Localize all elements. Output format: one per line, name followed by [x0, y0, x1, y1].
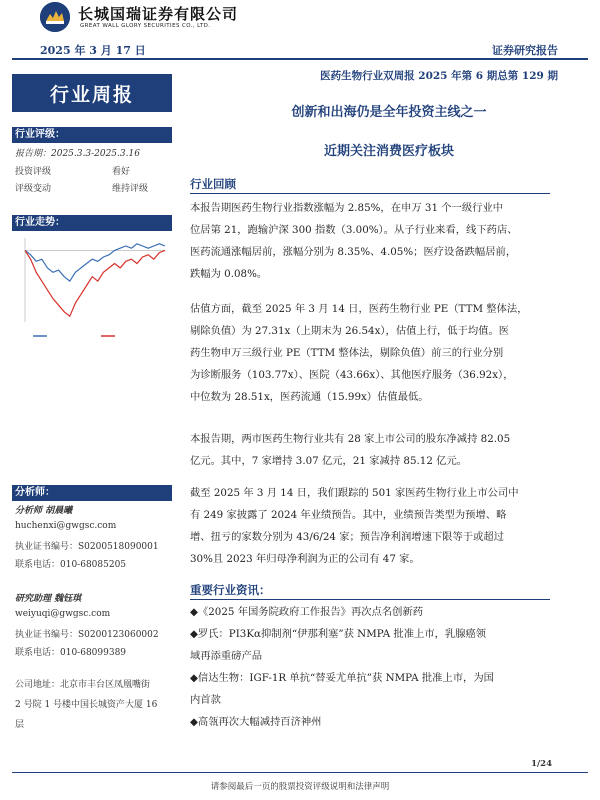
text-line: 跌幅为 0.08%。	[190, 268, 268, 280]
news-heading: 重要行业资讯：	[190, 583, 271, 597]
paragraph-index-performance	[190, 197, 552, 285]
industry-trend-chart	[15, 230, 170, 345]
analyst-phone: 联系电话：010-68085205	[15, 560, 127, 570]
paragraph-valuation	[190, 298, 552, 408]
rating-change-label: 评级变动	[15, 184, 52, 194]
news-item: ◆《2025 年国务院政府工作报告》再次点名创新药	[190, 606, 424, 618]
paragraph-earnings-preview	[190, 482, 552, 570]
text-line: 剔除负值）为 27.31x（上期末为 26.54x），估值上行，低于均值。医	[190, 325, 510, 337]
report-period: 报告期：2025.3.3-2025.3.16	[15, 149, 140, 159]
text-line: 中位数为 28.51x，医药流通（15.99x）估值最低。	[190, 391, 429, 403]
news-item: ◆信达生物：IGF-1R 单抗“替妥尤单抗”获 NMPA 批准上市，为国	[190, 672, 494, 684]
report-series: 医药生物行业双周报 2025 年第 6 期总第 129 期	[320, 70, 558, 82]
rating-change-value: 维持评级	[112, 184, 149, 194]
review-heading: 行业回顾	[190, 177, 236, 191]
analyst-email-link[interactable]: huchenxi@gwgsc.com	[15, 521, 117, 531]
text-line: 药生物申万三级行业 PE（TTM 整体法，剔除负值）前三的行业分别	[190, 347, 504, 359]
news-item: ◆高瓴再次大幅减持百济神州	[190, 716, 322, 728]
text-line: 30%且 2023 年归母净利润为正的公司有 47 家。	[190, 553, 420, 565]
news-item-continued: 域再添重磅产品	[190, 650, 263, 662]
text-line: 本报告期，两市医药生物行业共有 28 家上市公司的股东净减持 82.05	[190, 433, 511, 445]
text-line: 本报告期医药生物行业指数涨幅为 2.85%，在申万 31 个一级行业中	[190, 202, 504, 214]
company-address-line-2: 2 号院 1 号楼中国长城资产大厦 16	[15, 700, 158, 710]
weekly-label: 行业周报	[12, 74, 172, 112]
text-line: 有 249 家披露了 2024 年业绩预告。其中，业绩预告类型为预增、略	[190, 509, 507, 521]
report-title: 创新和出海仍是全年投资主线之一	[291, 105, 487, 120]
analyst-name: 分析师 胡晨曦	[15, 506, 73, 516]
news-rule	[190, 599, 550, 600]
footer-rule	[12, 772, 588, 773]
chart-series-line-1	[25, 244, 165, 281]
text-line: 亿元。其中，7 家增持 3.07 亿元，21 家减持 85.12 亿元。	[190, 455, 468, 467]
text-line: 位居第 21，跑输沪深 300 指数（3.00%）。从子行业来看，线下药店、	[190, 224, 518, 236]
analyst-section-title: 分析师：	[12, 485, 172, 501]
report-kind: 证券研究报告	[492, 44, 558, 57]
text-line: 医药流通涨幅居前，涨幅分别为 8.35%、4.05%；医疗设备跌幅居前，	[190, 246, 517, 258]
paragraph-shareholder-changes	[190, 428, 552, 472]
news-list	[190, 601, 552, 733]
text-line: 为诊断服务（103.77x）、医院（43.66x）、其他医疗服务（36.92x），	[190, 369, 514, 381]
invest-rating-value: 看好	[112, 167, 131, 177]
assistant-cert: 执业证书编号：S0200123060002	[15, 630, 159, 640]
report-date: 2025 年 3 月 17 日	[40, 44, 146, 57]
analyst-cert: 执业证书编号：S0200518090001	[15, 542, 159, 552]
text-line: 增、扭亏的家数分别为 43/6/24 家；预告净利润增速下限等于或超过	[190, 531, 504, 543]
brand-name-cn: 长城国瑞证券有限公司	[78, 5, 239, 23]
footer-disclaimer: 请参阅最后一页的股票投资评级说明和法律声明	[210, 782, 390, 792]
invest-rating-label: 投资评级	[15, 167, 52, 177]
assistant-name: 研究助理 魏钰琪	[15, 594, 82, 604]
page-number: 1/24	[531, 759, 552, 769]
brand-name-en: GREAT WALL GLORY SECURITIES CO., LTD.	[80, 23, 211, 29]
news-item: ◆罗氏：PI3Kα抑制剂“伊那利塞”获 NMPA 批准上市，乳腺癌领	[190, 628, 487, 640]
review-rule	[190, 193, 550, 194]
text-line: 估值方面，截至 2025 年 3 月 14 日，医药生物行业 PE（TTM 整体法，	[190, 303, 528, 315]
news-item-continued: 内首款	[190, 694, 221, 706]
rating-section-title: 行业评级：	[12, 127, 172, 143]
report-subtitle: 近期关注消费医疗板块	[323, 144, 454, 159]
assistant-phone: 联系电话：010-68099389	[15, 648, 127, 658]
company-logo	[40, 2, 70, 32]
assistant-email-link[interactable]: weiyuqi@gwgsc.com	[15, 609, 111, 619]
header-divider	[12, 58, 588, 60]
text-line: 截至 2025 年 3 月 14 日，我们跟踪的 501 家医药生物行业上市公司中	[190, 487, 519, 499]
trend-section-title: 行业走势：	[12, 215, 172, 231]
company-address-line-1: 公司地址：北京市丰台区凤凰嘴街	[15, 680, 151, 690]
company-address-line-3: 层	[15, 720, 25, 730]
